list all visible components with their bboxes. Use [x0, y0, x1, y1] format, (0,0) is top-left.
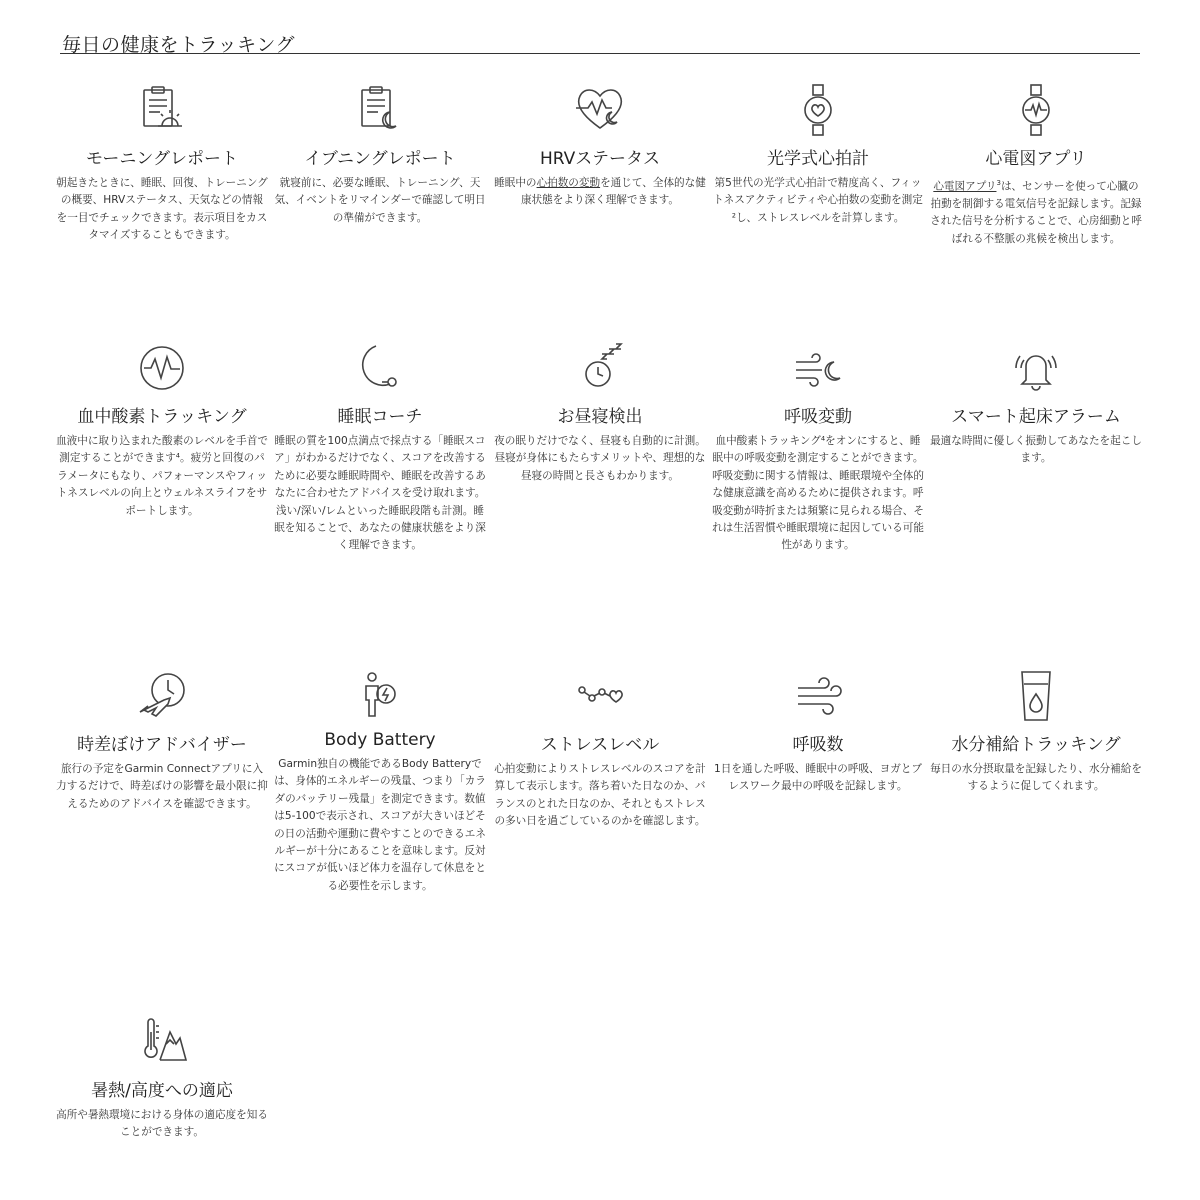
feature-title: イブニングレポート — [304, 149, 456, 169]
hrv-status-icon — [572, 82, 628, 138]
feature-title: 光学式心拍計 — [767, 149, 869, 169]
feature-description: 毎日の水分摂取量を記録したり、水分補給をするように促してくれます。 — [930, 763, 1142, 793]
feature-title: 血中酸素トラッキング — [77, 407, 247, 427]
feature-card-sleep-coach — [274, 340, 486, 555]
pulse-ox-icon — [134, 340, 190, 396]
feature-title: 呼吸変動 — [784, 407, 852, 427]
respiration-rate-icon — [790, 668, 846, 724]
feature-title: スマート起床アラーム — [951, 407, 1121, 427]
feature-card-optical-hr — [712, 82, 924, 227]
feature-title: HRVステータス — [540, 149, 660, 169]
feature-description: 最適な時間に優しく振動してあなたを起こします。 — [930, 435, 1142, 465]
feature-description: 血液中に取り込まれた酸素のレベルを手首で測定することができます⁴。疲労と回復のパラメータにもなり、パフォーマンスやフィットネスレベルの向上とウェルネスライフをサポートします。 — [56, 435, 268, 517]
evening-report-icon — [352, 82, 408, 138]
breathing-variation-icon — [790, 340, 846, 396]
feature-title: ストレスレベル — [540, 735, 660, 755]
feature-card-ecg-app — [930, 82, 1142, 248]
smart-alarm-icon — [1008, 340, 1064, 396]
page-title: 毎日の健康をトラッキング — [62, 34, 296, 56]
jet-lag-icon — [134, 668, 190, 724]
feature-title: 暑熱/高度への適応 — [91, 1081, 233, 1101]
feature-title: 水分補給トラッキング — [951, 735, 1121, 755]
feature-card-jet-lag — [56, 668, 268, 813]
body-battery-icon — [352, 668, 408, 724]
feature-title: モーニングレポート — [86, 149, 238, 169]
feature-title: 睡眠コーチ — [337, 407, 423, 427]
feature-description: 睡眠中の心拍数の変動を通じて、全体的な健康状態をより深く理解できます。 — [494, 177, 706, 207]
ecg-app-link[interactable]: 心電図アプリ — [933, 180, 997, 193]
feature-card-morning-report — [56, 82, 268, 245]
title-divider — [60, 53, 1140, 54]
feature-description: 朝起きたときに、睡眠、回復、トレーニングの概要、HRVステータス、天気などの情報を一目でチェックできます。表示項目をカスタマイズすることもできます。 — [56, 177, 268, 242]
feature-description: 就寝前に、必要な睡眠、トレーニング、天気、イベントをリマインダーで確認して明日の準備ができます。 — [274, 177, 486, 224]
heart-rate-variability-link[interactable]: 心拍数の変動 — [536, 177, 601, 189]
feature-card-smart-alarm — [930, 340, 1142, 468]
feature-description: 高所や暑熱環境における身体の適応度を知ることができます。 — [56, 1109, 268, 1139]
sleep-coach-icon — [352, 340, 408, 396]
feature-description: 第5世代の光学式心拍計で精度高く、フィットネスアクティビティや心拍数の変動を測定²し、ストレスレベルを計算します。 — [713, 177, 923, 224]
feature-title: 心電図アプリ — [985, 149, 1087, 169]
feature-card-stress-level — [494, 668, 706, 831]
feature-description: 夜の眠りだけでなく、昼寝も自動的に計測。昼寝が身体にもたらすメリットや、理想的な昼寝の時間と長さもわかります。 — [494, 435, 706, 482]
nap-detection-icon — [572, 340, 628, 396]
feature-card-pulse-ox — [56, 340, 268, 520]
feature-card-evening-report — [274, 82, 486, 227]
feature-title: Body Battery — [324, 730, 436, 750]
feature-description: Garmin独自の機能であるBody Batteryでは、身体的エネルギーの残量、つまり「カラダのバッテリー残量」を測定できます。数値は5-100で表示され、スコアが大きいほどその日の活動や運動に費やすことのできるエネルギーが十分にあることを意味します。反対にスコアが低いほど体力を温存して休息をとる必要性を示します。 — [274, 758, 486, 892]
feature-card-respiration-rate — [712, 668, 924, 796]
feature-description: 1日を通した呼吸、睡眠中の呼吸、ヨガとブレスワーク最中の呼吸を記録します。 — [713, 763, 923, 793]
heat-altitude-icon — [134, 1014, 190, 1070]
feature-description: 心拍変動によりストレスレベルのスコアを計算して表示します。落ち着いた日なのか、バランスのとれた日なのか、それともストレスの多い日を過ごしているのかを確認します。 — [494, 763, 706, 828]
feature-card-breathing-variation — [712, 340, 924, 555]
feature-card-heat-altitude — [56, 1014, 268, 1142]
watch-heart-icon — [790, 82, 846, 138]
feature-card-body-battery — [274, 668, 486, 895]
stress-level-icon — [572, 668, 628, 724]
feature-title: お昼寝検出 — [557, 407, 643, 427]
feature-title: 呼吸数 — [792, 735, 844, 755]
feature-title: 時差ぼけアドバイザー — [77, 735, 247, 755]
hydration-icon — [1008, 668, 1064, 724]
morning-report-icon — [134, 82, 190, 138]
feature-card-hydration — [930, 668, 1142, 796]
feature-card-hrv-status — [494, 82, 706, 210]
feature-description: 睡眠の質を100点満点で採点する「睡眠スコア」がわかるだけでなく、スコアを改善するために必要な睡眠時間や、睡眠を改善するあなたに合わせたアドバイスを受け取れます。浅い/深い/レムといった睡眠段階も計測。睡眠を知ることで、あなたの健康状態をより深く理解できます。 — [274, 435, 486, 552]
feature-description: 血中酸素トラッキング⁴をオンにすると、睡眠中の呼吸変動を測定することができます。呼吸変動に関する情報は、睡眠環境や全体的な健康意識を高めるために提供されます。呼吸変動が時折または頻繁に見られる場合、それは生活習慣や睡眠環境に起因している可能性があります。 — [712, 435, 924, 552]
watch-ecg-icon — [1008, 82, 1064, 138]
feature-card-nap-detection — [494, 340, 706, 485]
feature-description: 旅行の予定をGarmin Connectアプリに入力するだけで、時差ぼけの影響を最小限に抑えるためのアドバイスを確認できます。 — [56, 763, 268, 810]
feature-description: 心電図アプリ$^3$は、センサーを使って心臓の拍動を制御する電気信号を記録します。記録された信号を分析することで、心房細動と呼ばれる不整脈の兆候を検出します。 — [930, 179, 1142, 245]
